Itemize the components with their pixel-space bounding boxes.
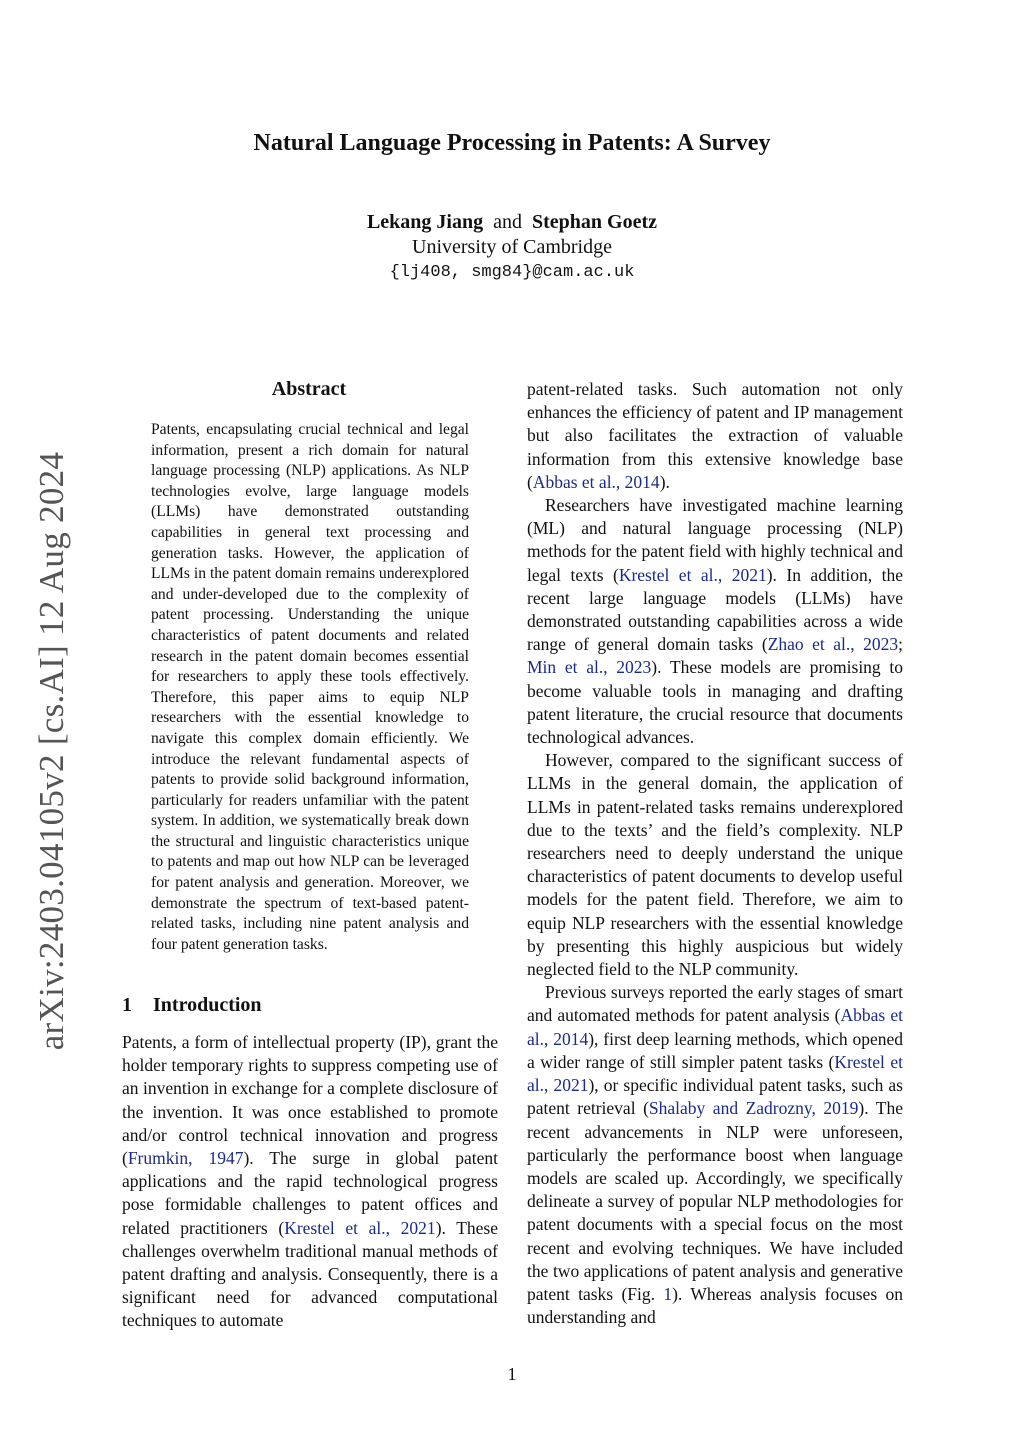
arxiv-sidebar	[30, 452, 74, 1050]
abstract-heading: Abstract	[271, 378, 347, 400]
author-block	[0, 210, 1024, 285]
citation-link[interactable]: Krestel et al., 2021	[618, 564, 767, 585]
author-line	[0, 210, 1024, 235]
text-run: Patents, a form of intellectual property (IP), grant the holder temporary rights to suppress competing use of an invention in exchange for a complete disclosure of the invention. It was once established to promote and/or control technical innovation and progress (	[122, 1032, 498, 1169]
intro-paragraph-1	[122, 1031, 498, 1333]
intro-left-column	[122, 1031, 498, 1333]
text-run: ). These challenges overwhelm traditional manual methods of patent drafting and analysis. Consequently, there is a significant need for advanced computational techniques to automate	[122, 1217, 499, 1331]
text-run: ). In addition, the recent large language models (LLMs) have demonstrated outstanding capabilities across a wide range of general domain tasks (	[527, 564, 903, 655]
section-heading	[122, 994, 262, 1017]
author-name-1: Lekang Jiang	[366, 211, 484, 233]
figure-reference-link[interactable]: 1	[663, 1283, 673, 1304]
arxiv-identifier: arXiv:2403.04105v2 [cs.AI] 12 Aug 2024	[32, 451, 71, 1051]
citation-link[interactable]: Abbas et al., 2014	[532, 471, 660, 492]
affiliation: University of Cambridge	[412, 236, 612, 258]
intro-paragraph-continued	[527, 378, 903, 494]
text-run: ). These models are promising to become valuable tools in managing and drafting patent literature, the crucial resource that documents technological advances.	[527, 657, 903, 748]
intro-paragraph-3: However, compared to the significant success of LLMs in the general domain, the application of LLMs in patent-related tasks remains underexplored due to the texts’ and the field’s complexity. NLP researchers need to deeply understand the unique characteristics of patent documents to develop useful models for the patent field. Therefore, we aim to equip NLP researchers with the essential knowledge by presenting this highly auspicious but widely neglected field to the NLP community.	[527, 750, 903, 980]
text-run: ).	[659, 471, 670, 492]
citation-link[interactable]: Krestel et al., 2021	[527, 1051, 904, 1096]
page-number: 1	[507, 1364, 517, 1384]
intro-paragraph-2	[527, 494, 903, 749]
author-email: {lj408, smg84}@cam.ac.uk	[389, 263, 635, 282]
section-number: 1	[122, 994, 132, 1016]
citation-link[interactable]: Abbas et al., 2014	[527, 1005, 903, 1049]
text-run: ), or specific individual patent tasks, such as patent retrieval (	[527, 1075, 903, 1119]
citation-link[interactable]: Min et al., 2023	[527, 657, 652, 678]
citation-link[interactable]: Frumkin, 1947	[127, 1148, 244, 1169]
paper-title: Natural Language Processing in Patents: A Survey	[253, 130, 771, 156]
citation-link[interactable]: Krestel et al., 2021	[284, 1217, 436, 1238]
abstract-text: Patents, encapsulating crucial technical and legal information, present a rich domain for natural language processing (NLP) applications. As NLP technologies evolve, large language models (LLMs) have demonstrated outstanding capabilities in general text processing and generation tasks. However, the application of LLMs in the patent domain remains underexplored and under-developed due to the complexity of patent processing. Understanding the unique characteristics of patent documents and related research in the patent domain becomes essential for researchers to apply these tools effectively. Therefore, this paper aims to equip NLP researchers with the essential knowledge to navigate this complex domain efficiently. We introduce the relevant fundamental aspects of patents to provide solid background information, particularly for readers unfamiliar with the patent system. In addition, we systematically break down the structural and linguistic characteristics unique to patents and map out how NLP can be leveraged for patent analysis and generation. Moreover, we demonstrate the spectrum of text-based patent-related tasks, including nine patent analysis and four patent generation tasks.	[151, 421, 469, 953]
intro-right-column	[527, 378, 903, 1329]
author-name-2: Stephan Goetz	[532, 211, 658, 233]
citation-link[interactable]: Shalaby and Zadrozny, 2019	[648, 1098, 859, 1119]
text-run: Previous surveys reported the early stages of smart and automated methods for patent analysis (	[527, 982, 903, 1026]
author-conjunction: and	[493, 211, 523, 233]
text-run: ). Whereas analysis focuses on understanding and	[527, 1283, 903, 1328]
intro-paragraph-4	[527, 981, 903, 1329]
text-run: ). The recent advancements in NLP were unforeseen, particularly the performance boost when language models are scaled up. Accordingly, we specifically delineate a survey of popular NLP methodologies for patent documents with a special focus on the most recent and evolving techniques. We have included the two applications of patent analysis and generative patent tasks (Fig.	[527, 1098, 903, 1304]
text-run: patent-related tasks. Such automation not only enhances the efficiency of patent and IP management but also facilitates the extraction of valuable information from this extensive knowledge base (	[527, 379, 903, 492]
text-run: Researchers have investigated machine learning (ML) and natural language processing (NLP) methods for the patent field with highly technical and legal texts (	[527, 495, 903, 585]
text-run: ), first deep learning methods, which opened a wider range of still simpler patent tasks (	[527, 1028, 903, 1072]
section-title: Introduction	[153, 994, 262, 1016]
text-run: ). The surge in global patent applications and the rapid technological progress pose formidable challenges to patent offices and related practitioners (	[122, 1148, 499, 1238]
text-run: ;	[898, 634, 903, 655]
citation-link[interactable]: Zhao et al., 2023	[767, 634, 899, 655]
